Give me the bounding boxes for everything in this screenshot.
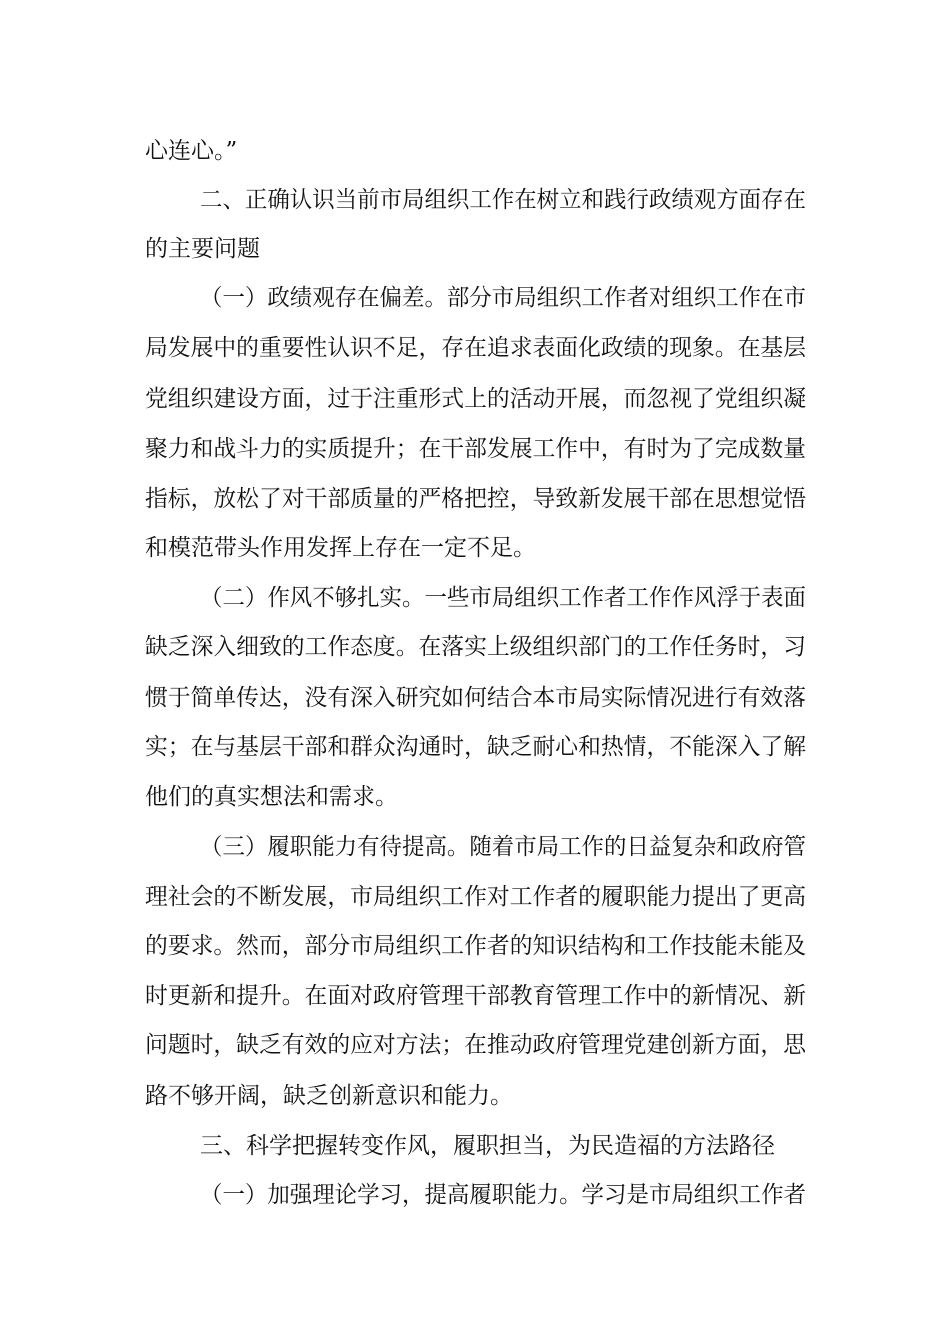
text-line xyxy=(0,374,950,424)
paragraph-first-line xyxy=(0,573,950,623)
text-line xyxy=(0,872,950,922)
text-line-content: 问题时，缺乏有效的应对方法；在推动政府管理党建创新方面，思 xyxy=(145,1032,806,1058)
text-line-content: 缺乏深入细致的工作态度。在落实上级组织部门的工作任务时，习 xyxy=(145,634,806,660)
text-line-content: （三）履职能力有待提高。随着市局工作的日益复杂和政府管 xyxy=(200,834,806,860)
text-line-content: 指标，放松了对干部质量的严格把控，导致新发展干部在思想觉悟 xyxy=(145,486,806,512)
text-line xyxy=(0,622,950,672)
paragraph-first-line xyxy=(0,822,950,872)
text-line-content: 二、正确认识当前市局组织工作在树立和践行政绩观方面存在 xyxy=(200,187,806,213)
text-line xyxy=(0,722,950,772)
text-line-content: 时更新和提升。在面对政府管理干部教育管理工作中的新情况、新 xyxy=(145,983,806,1009)
text-line-content: 惯于简单传达，没有深入研究如何结合本市局实际情况进行有效落 xyxy=(145,685,806,711)
text-line xyxy=(0,126,950,176)
text-line xyxy=(0,523,950,573)
text-line-content: 和模范带头作用发挥上存在一定不足。 xyxy=(145,535,536,561)
text-line-content: 局发展中的重要性认识不足，存在追求表面化政绩的现象。在基层 xyxy=(145,335,806,361)
section-heading-line xyxy=(0,175,950,225)
text-line xyxy=(0,673,950,723)
text-line xyxy=(0,474,950,524)
section-heading-line xyxy=(0,1121,950,1171)
text-line-content: 的要求。然而，部分市局组织工作者的知识结构和工作技能未能及 xyxy=(145,933,806,959)
text-line xyxy=(0,424,950,474)
text-line-content: 实；在与基层干部和群众沟通时，缺乏耐心和热情，不能深入了解 xyxy=(145,734,806,760)
text-line xyxy=(0,323,950,373)
text-line-content: 他们的真实想法和需求。 xyxy=(145,784,398,810)
text-line-content: （二）作风不够扎实。一些市局组织工作者工作作风浮于表面 xyxy=(200,585,806,611)
text-line xyxy=(0,1071,950,1121)
text-line xyxy=(0,971,950,1021)
text-line-content: 心连心。” xyxy=(145,138,238,164)
text-line-content: 党组织建设方面，过于注重形式上的活动开展，而忽视了党组织凝 xyxy=(145,386,806,412)
text-line-content: 三、科学把握转变作风，履职担当，为民造福的方法路径 xyxy=(200,1133,775,1159)
text-line-content: 聚力和战斗力的实质提升；在干部发展工作中，有时为了完成数量 xyxy=(145,436,806,462)
paragraph-first-line xyxy=(0,1170,950,1220)
text-line xyxy=(0,1020,950,1070)
text-line-content: （一）政绩观存在偏差。部分市局组织工作者对组织工作在市 xyxy=(200,285,806,311)
text-line xyxy=(0,921,950,971)
paragraph-first-line xyxy=(0,273,950,323)
text-line-content: （一）加强理论学习，提高履职能力。学习是市局组织工作者 xyxy=(200,1182,806,1208)
text-line-content: 理社会的不断发展，市局组织工作对工作者的履职能力提出了更高 xyxy=(145,884,806,910)
text-line-content: 路不够开阔，缺乏创新意识和能力。 xyxy=(145,1083,513,1109)
section-heading-line xyxy=(0,224,950,274)
text-line xyxy=(0,772,950,822)
text-line-content: 的主要问题 xyxy=(145,236,260,262)
